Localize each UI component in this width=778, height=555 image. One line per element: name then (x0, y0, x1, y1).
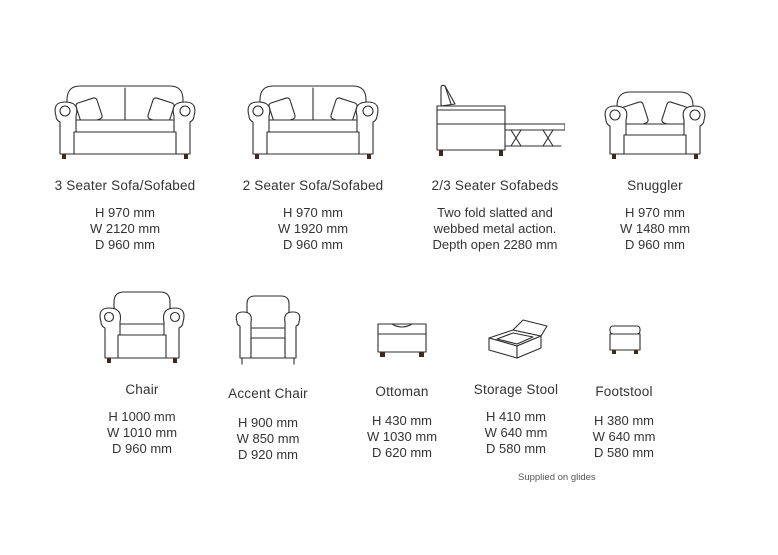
dimension-width: W 640 mm (592, 429, 656, 444)
dimension-width: W 1920 mm (277, 221, 349, 236)
footnote-glides: Supplied on glides (518, 472, 596, 483)
dimension-height: H 970 mm (283, 205, 343, 220)
product-name: Accent Chair (228, 386, 308, 401)
ottoman-icon (374, 320, 430, 360)
storage-stool-icon (483, 318, 549, 360)
accent-chair-icon (233, 292, 303, 366)
dimension-depth: D 960 mm (283, 237, 343, 252)
dimension-width: W 1480 mm (619, 221, 691, 236)
dimension-depth: D 620 mm (372, 445, 432, 460)
product-accent-chair (218, 292, 318, 463)
dimension-height: H 900 mm (238, 415, 298, 430)
product-two-seater-sofa (228, 80, 398, 253)
product-name: 2/3 Seater Sofabeds (431, 178, 559, 193)
sofabed-description-line: Two fold slatted and (437, 205, 553, 220)
dimension-depth: D 580 mm (594, 445, 654, 460)
dimension-width: W 1010 mm (106, 425, 178, 440)
product-name: 3 Seater Sofa/Sofabed (54, 178, 196, 193)
two-seater-sofa-icon (243, 80, 383, 162)
product-ottoman (352, 320, 452, 461)
dimension-width: W 2120 mm (89, 221, 161, 236)
product-name: Chair (125, 382, 159, 397)
dimension-depth-open: Depth open 2280 mm (432, 237, 558, 252)
sofabed-description-line: webbed metal action. (433, 221, 557, 236)
dimension-depth: D 920 mm (238, 447, 298, 462)
dimension-height: H 1000 mm (108, 409, 176, 424)
product-name: Ottoman (375, 384, 429, 399)
chair-icon (96, 288, 188, 366)
dimension-height: H 970 mm (625, 205, 685, 220)
dimension-width: W 640 mm (484, 425, 548, 440)
product-three-seater-sofa (40, 80, 210, 253)
dimension-depth: D 580 mm (486, 441, 546, 456)
dimension-width: W 1030 mm (366, 429, 438, 444)
footstool-icon (604, 322, 644, 358)
dimension-height: H 970 mm (95, 205, 155, 220)
dimension-height: H 430 mm (372, 413, 432, 428)
dimension-height: H 380 mm (594, 413, 654, 428)
sofabed-mechanism-icon (425, 80, 565, 162)
product-name: Footstool (595, 384, 653, 399)
dimension-height: H 410 mm (486, 409, 546, 424)
dimension-depth: D 960 mm (95, 237, 155, 252)
product-footstool (576, 322, 672, 461)
product-name: Snuggler (627, 178, 683, 193)
product-snuggler (590, 86, 720, 253)
dimension-width: W 850 mm (236, 431, 300, 446)
three-seater-sofa-icon (50, 80, 200, 162)
product-storage-stool (466, 318, 566, 457)
product-chair (82, 288, 202, 457)
product-name: Storage Stool (473, 382, 559, 397)
product-name: 2 Seater Sofa/Sofabed (242, 178, 384, 193)
dimension-depth: D 960 mm (625, 237, 685, 252)
snuggler-icon (600, 86, 710, 162)
dimension-depth: D 960 mm (112, 441, 172, 456)
product-sofabeds (410, 80, 580, 253)
